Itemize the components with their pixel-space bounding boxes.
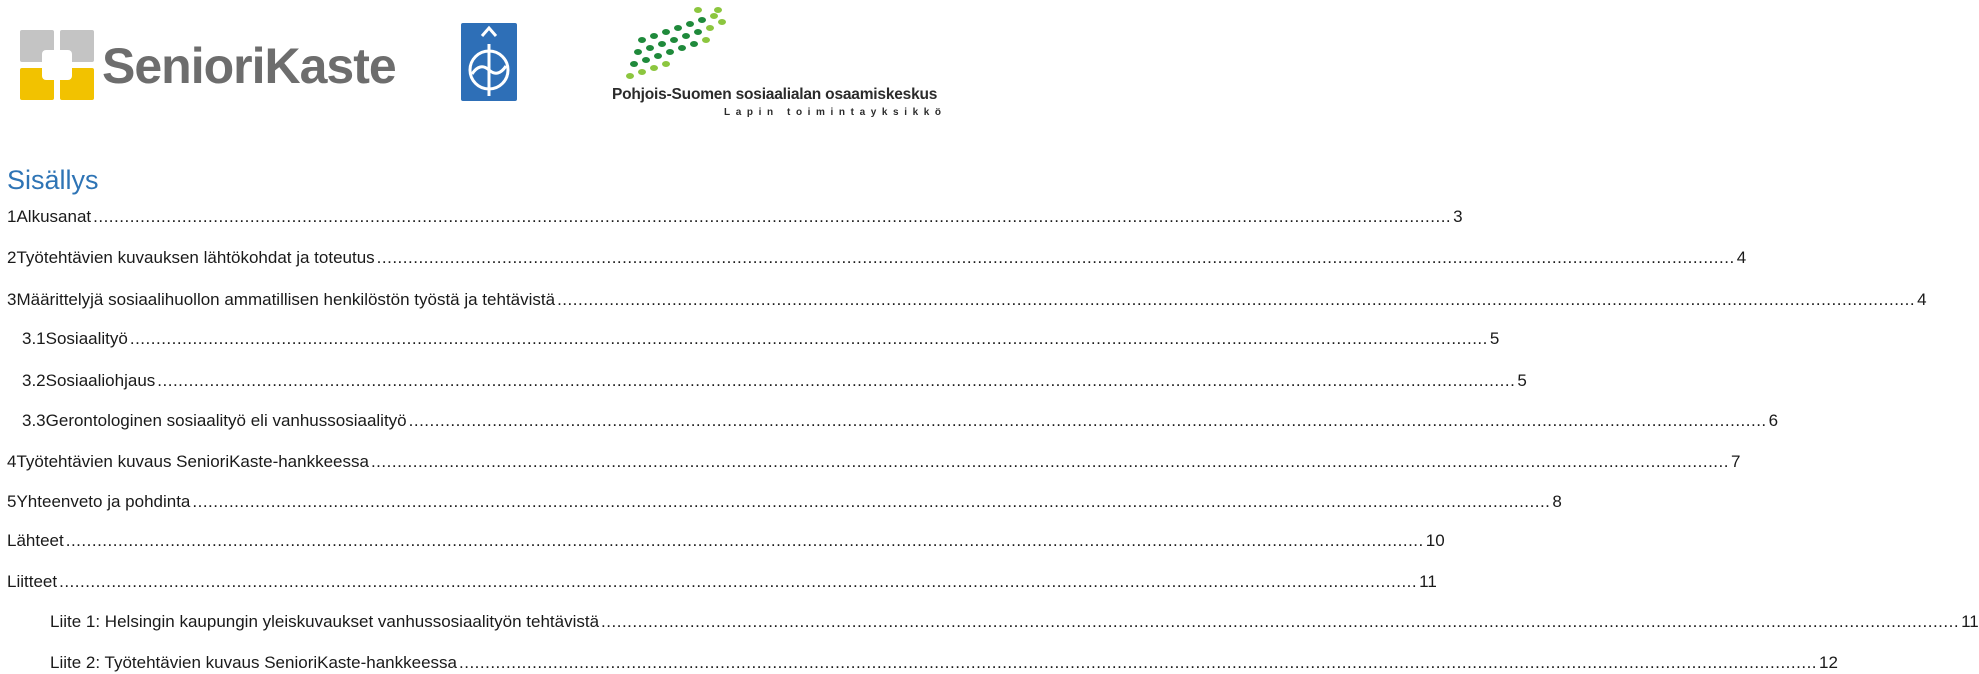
toc-entry[interactable] [22,404,1779,432]
toc-dot-leader: .................................................................................................................................................................................................................................................................... [370,452,1729,471]
toc-dot-leader: .................................................................................................................................................................................................................................................................... [65,531,1424,550]
toc-entry-page: 12 [1819,653,1838,672]
toc-entry-title: Yhteenveto ja pohdinta [16,492,191,511]
toc-dot-leader: .................................................................................................................................................................................................................................................................... [59,572,1418,591]
toc-entry[interactable] [7,200,1463,228]
toc-entry[interactable] [22,364,1527,392]
toc-entry-number: 3.1 [22,329,46,348]
toc-entry[interactable] [50,605,1979,633]
toc-dot-leader: .................................................................................................................................................................................................................................................................... [192,492,1551,511]
pohjois-org-name: Pohjois-Suomen sosiaalialan osaamiskeskus [612,86,938,103]
pohjois-unit-name: Lapin toimintayksikkö [724,107,947,118]
toc-entry-title: Määrittelyjä sosiaalihuollon ammatillisen henkilöstön työstä ja tehtävistä [16,290,556,309]
toc-entry-title: Gerontologinen sosiaalityö eli vanhussosiaalityö [45,411,407,430]
toc-entry[interactable] [50,646,1838,674]
toc-entry-page: 3 [1453,207,1463,226]
toc-entry-title: Alkusanat [16,207,92,226]
seniorikaste-logo [18,28,413,102]
toc-entry-page: 4 [1736,248,1747,267]
toc-dot-leader: .................................................................................................................................................................................................................................................................... [557,290,1916,309]
toc-entry[interactable] [22,322,1500,350]
toc-entry-title: Sosiaaliohjaus [45,371,156,390]
toc-entry-page: 6 [1768,411,1779,430]
shield-emblem-icon [460,22,518,102]
toc-entry[interactable] [7,524,1445,552]
toc-dot-leader: .................................................................................................................................................................................................................................................................... [157,371,1516,390]
toc-entry-title: Sosiaalityö [45,329,128,348]
toc-entry-title: Työtehtävien kuvauksen lähtökohdat ja toteutus [16,248,375,267]
toc-entry-title: Liite 1: Helsingin kaupungin yleiskuvaukset vanhussosiaalityön tehtävistä [50,612,600,631]
toc-entry-title: Työtehtävien kuvaus SenioriKaste-hankkeessa [16,452,369,471]
toc-dot-leader: .................................................................................................................................................................................................................................................................... [93,207,1452,226]
toc-entry[interactable] [7,485,1562,513]
seniorikaste-emblem-icon [18,28,98,102]
seniorikaste-wordmark: SenioriKaste [102,38,396,94]
toc-entry-number: 2 [7,248,17,267]
toc-entry-page: 7 [1730,452,1741,471]
toc-entry[interactable] [7,445,1741,473]
toc-dot-leader: .................................................................................................................................................................................................................................................................... [376,248,1735,267]
header-logos [0,0,960,140]
toc-dot-leader: .................................................................................................................................................................................................................................................................... [129,329,1488,348]
toc-entry-page: 10 [1425,531,1445,550]
toc-dot-leader: .................................................................................................................................................................................................................................................................... [408,411,1767,430]
toc-entry[interactable] [7,283,1927,311]
toc-entry-page: 8 [1552,492,1562,511]
toc-entry-title: Liite 2: Työtehtävien kuvaus SenioriKaste-hankkeessa [50,653,457,672]
toc-entry-title: Liitteet [7,572,58,591]
toc-entry-number: 3 [7,290,17,309]
toc-entry-page: 11 [1961,612,1979,631]
toc-entry-title: Lähteet [7,531,64,550]
toc-entry-page: 4 [1917,290,1927,309]
toc-heading: Sisällys [7,165,99,195]
toc-entry-number: 3.3 [22,411,46,430]
toc-entry-page: 5 [1489,329,1500,348]
green-dots-emblem-icon [612,4,942,86]
shield-logo [460,22,518,102]
toc-entry-number: 4 [7,452,17,471]
toc-entry-number: 1 [7,207,17,226]
toc-entry[interactable] [7,565,1437,593]
toc-entry-number: 3.2 [22,371,46,390]
toc-entry[interactable] [7,241,1747,269]
toc-dot-leader: .................................................................................................................................................................................................................................................................... [459,653,1818,672]
toc-dot-leader: .................................................................................................................................................................................................................................................................... [601,612,1960,631]
pohjois-suomen-logo [612,4,947,124]
toc-entry-page: 11 [1419,572,1437,591]
toc-entry-page: 5 [1517,371,1527,390]
toc-entry-number: 5 [7,492,17,511]
